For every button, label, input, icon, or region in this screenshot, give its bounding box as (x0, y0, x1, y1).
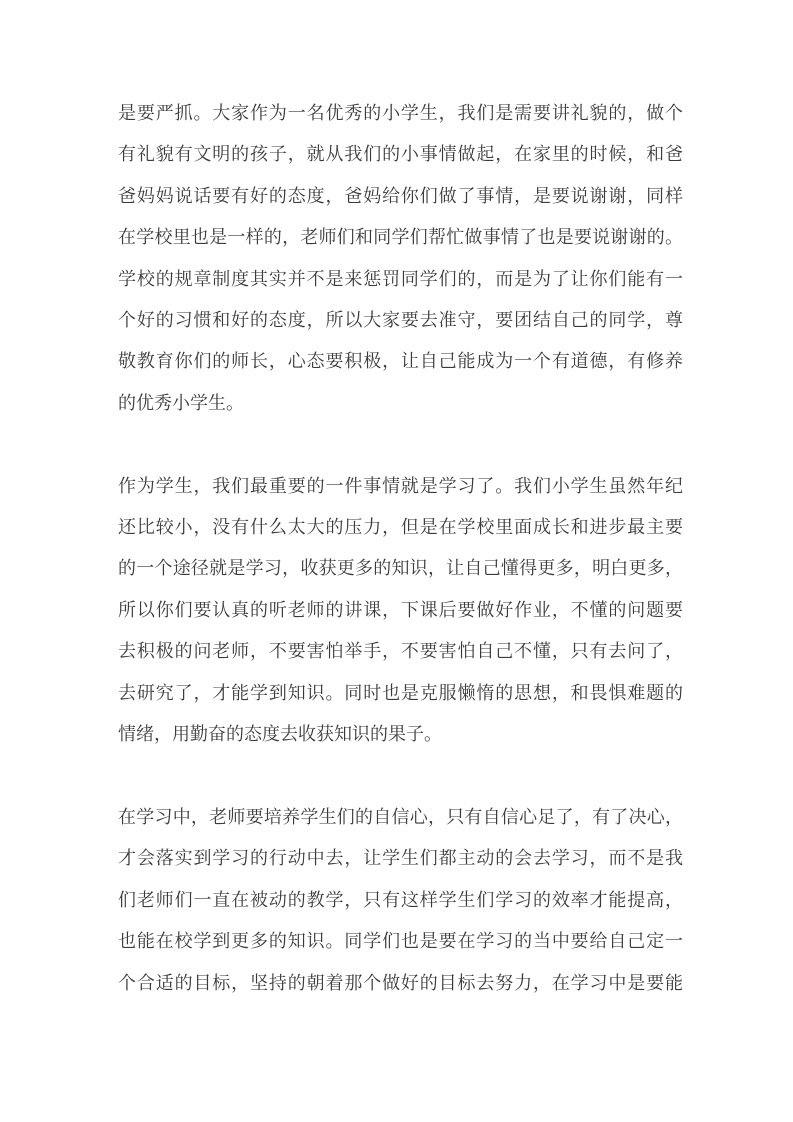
text-line: 的一个途径就是学习，收获更多的知识，让自己懂得更多，明白更多， (118, 558, 683, 579)
paragraph (118, 93, 683, 424)
text-line: 作为学生，我们最重要的一件事情就是学习了。我们小学生虽然年纪 (118, 475, 683, 496)
text-line: 学校的规章制度其实并不是来惩罚同学们的，而是为了让你们能有一 (118, 268, 683, 289)
text-line: 还比较小，没有什么太大的压力，但是在学校里面成长和进步最主要 (118, 517, 683, 538)
paragraph (118, 797, 683, 1004)
text-line: 的优秀小学生。 (118, 392, 244, 413)
text-line: 也能在校学到更多的知识。同学们也是要在学习的当中要给自己定一 (118, 931, 683, 952)
text-line: 去研究了，才能学到知识。同时也是克服懒惰的思想，和畏惧难题的 (118, 682, 683, 703)
text-line: 个好的习惯和好的态度，所以大家要去准守，要团结自己的同学，尊 (118, 310, 683, 331)
text-line: 爸妈妈说话要有好的态度，爸妈给你们做了事情，是要说谢谢，同样 (118, 185, 683, 206)
text-line: 在学校里也是一样的，老师们和同学们帮忙做事情了也是要说谢谢的。 (118, 227, 683, 248)
text-line: 是要严抓。大家作为一名优秀的小学生，我们是需要讲礼貌的，做个 (118, 103, 683, 123)
text-line: 们老师们一直在被动的教学，只有这样学生们学习的效率才能提高， (118, 889, 683, 910)
paragraph (118, 466, 683, 756)
text-line: 才会落实到学习的行动中去，让学生们都主动的会去学习，而不是我 (118, 848, 683, 869)
document-body (118, 93, 683, 1004)
text-line: 去积极的问老师，不要害怕举手，不要害怕自己不懂，只有去问了， (118, 641, 683, 662)
text-line: 个合适的目标，坚持的朝着那个做好的目标去努力，在学习中是要能 (118, 972, 683, 993)
text-line: 所以你们要认真的听老师的讲课，下课后要做好作业，不懂的问题要 (118, 599, 683, 620)
text-line: 在学习中，老师要培养学生们的自信心，只有自信心足了，有了决心， (118, 806, 683, 827)
text-line: 情绪，用勤奋的态度去收获知识的果子。 (118, 724, 442, 745)
text-line: 敬教育你们的师长，心态要积极，让自己能成为一个有道德，有修养 (118, 351, 683, 372)
text-line: 有礼貌有文明的孩子，就从我们的小事情做起，在家里的时候，和爸 (118, 144, 683, 165)
